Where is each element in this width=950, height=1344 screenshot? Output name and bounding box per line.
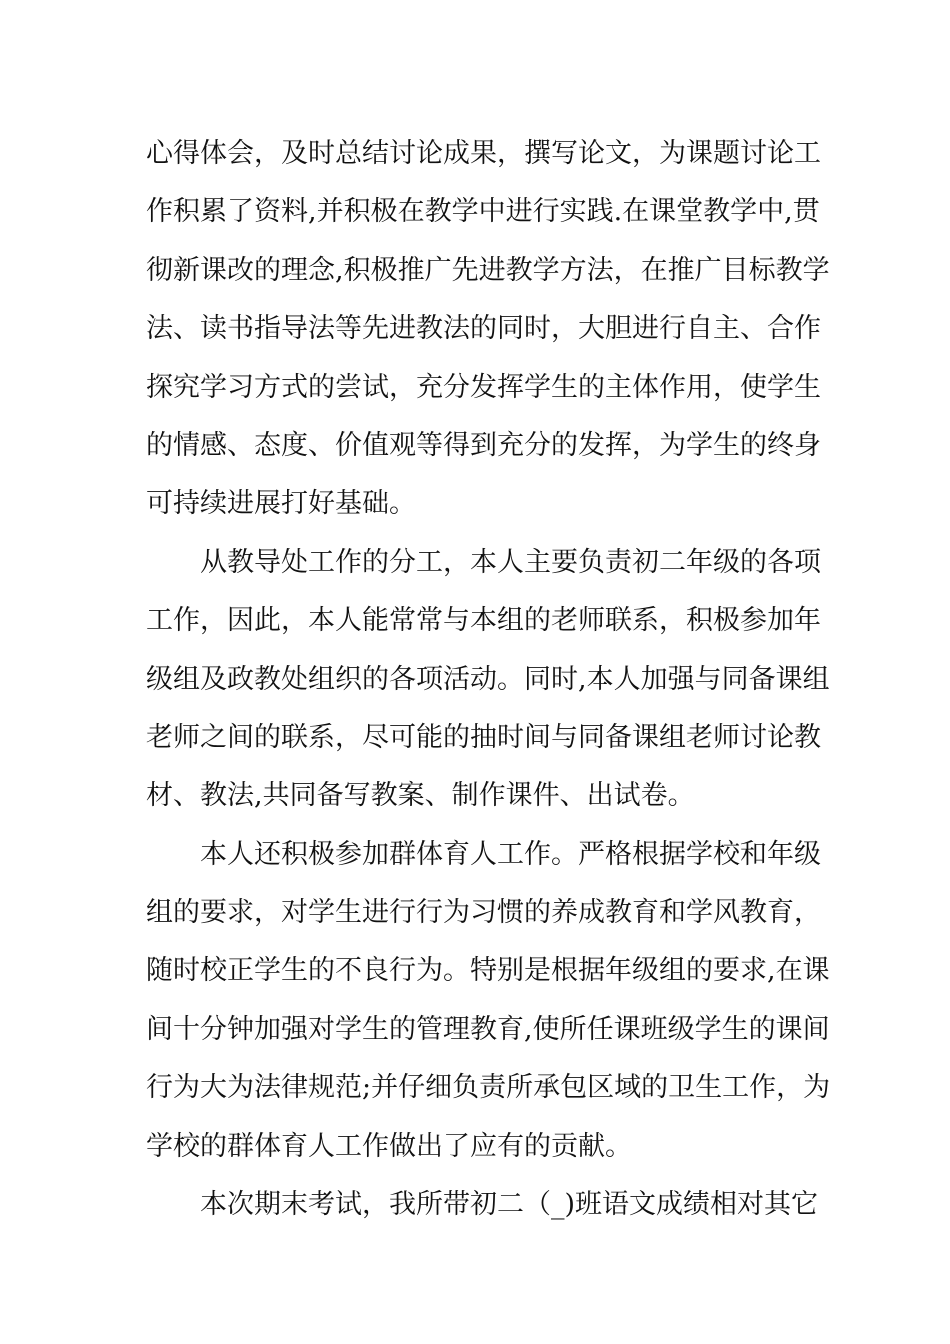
- text-line-15: 随时校正学生的不良行为。特别是根据年级组的要求,在课: [146, 955, 830, 987]
- text-line-18: 学校的群体育人工作做出了应有的贡献。: [146, 1130, 632, 1162]
- text-line-17: 行为大为法律规范;并仔细负责所承包区域的卫生工作，为: [146, 1072, 831, 1104]
- text-line-19: 本次期末考试，我所带初二（_)班语文成绩相对其它: [200, 1189, 819, 1221]
- text-line-1: 心得体会，及时总结讨论成果，撰写论文，为课题讨论工: [146, 138, 821, 169]
- text-line-11: 老师之间的联系，尽可能的抽时间与同备课组老师讨论教: [146, 721, 821, 753]
- text-line-4: 法、读书指导法等先进教法的同时，大胆进行自主、合作: [146, 313, 821, 345]
- text-line-2: 作积累了资料,并积极在教学中进行实践.在课堂教学中,贯: [146, 196, 820, 228]
- text-line-14: 组的要求，对学生进行行为习惯的养成教育和学风教育，: [146, 897, 821, 929]
- text-line-12: 材、教法,共同备写教案、制作课件、出试卷。: [146, 780, 695, 812]
- text-line-13: 本人还积极参加群体育人工作。严格根据学校和年级: [200, 838, 821, 870]
- text-line-5: 探究学习方式的尝试，充分发挥学生的主体作用，使学生: [146, 371, 821, 403]
- text-line-3: 彻新课改的理念,积极推广先进教学方法，在推广目标教学: [146, 254, 830, 286]
- text-line-16: 间十分钟加强对学生的管理教育,使所任课班级学生的课间: [146, 1013, 830, 1045]
- text-line-6: 的情感、态度、价值观等得到充分的发挥，为学生的终身: [146, 429, 821, 461]
- text-line-10: 级组及政教处组织的各项活动。同时,本人加强与同备课组: [146, 663, 830, 695]
- document-body: [146, 125, 831, 1234]
- text-line-8: 从教导处工作的分工，本人主要负责初二年级的各项: [200, 546, 821, 578]
- text-line-9: 工作，因此，本人能常常与本组的老师联系，积极参加年: [146, 605, 821, 637]
- text-line-7: 可持续进展打好基础。: [146, 488, 416, 520]
